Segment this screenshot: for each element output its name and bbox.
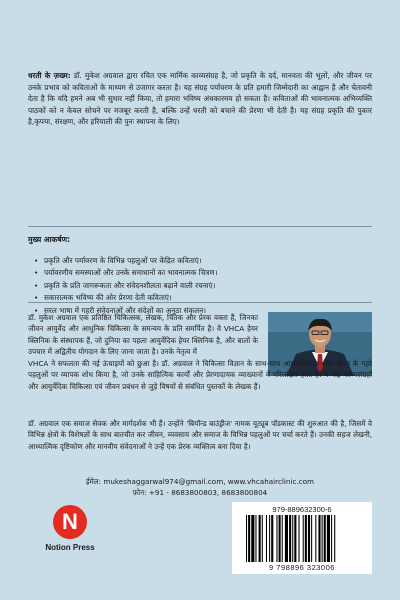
barcode-digits: 9 798896 323006 xyxy=(269,563,335,572)
divider xyxy=(28,226,372,227)
author-bio-part2: VHCA ने सफलता की नई ऊंचाइयों को छुआ है। डॉ. अग्रवाल ने चिकित्सा विज्ञान के साथ-साथ आध्यात्मिकता और जीवन के गहरे पहलुओं पर व्यापक शोध किया है, जो उनके साहित्यिक कार्यों और प्रेरणादायक व्याख्यानों में परिलक्षित होता है। वे कई काव्यसंग्रहों और आयुर्वेदिक चिकित्सा एवं जीवन प्रबंधन से जुड़े विषयों से संबंधित पुस्तकों के लेखक हैं। xyxy=(28,359,372,391)
barcode-bar xyxy=(279,515,281,562)
intro-text: डॉ. मुकेश अग्रवाल द्वारा रचित एक मार्मिक काव्यसंग्रह है, जो प्रकृति के दर्द, मानवता की भूलों, और जीवन पर उनके प्रभाव को कविताओं के माध्यम से उजागर करता है। यह संग्रह पर्यावरण के प्रति हमारी जिम्मेदारी का आह्वान है और चेतावनी देता है कि यदि हमने अब भी सुधार नहीं किया, तो हमारा भविष्य अंधकारमय हो सकता है। कविताओं की भावनात्मक अभिव्यक्ति पाठकों को न केवल सोचने पर मजबूर करती है, बल्कि उन्हें धरती को बचाने की प्रेरणा भी देती है। यह संग्रह प्रकृति की पुकार है,कृपया, संरक्षण, और हरियाली की पुनः स्थापना के लिए। xyxy=(28,71,372,126)
contact-email-line: ईमेल: mukeshaggarwal974@gmail.com, www.vhcahairclinic.com xyxy=(85,477,315,486)
barcode-bar xyxy=(282,515,283,562)
barcode-bar xyxy=(303,515,304,562)
barcode-bar xyxy=(305,515,307,562)
contact-block xyxy=(28,476,372,499)
publisher-name: Notion Press xyxy=(45,543,95,552)
barcode-bar xyxy=(308,515,310,562)
contact-phone-line: फ़ोन: +91 - 8683800803, 8683800804 xyxy=(132,488,268,498)
barcode-bar xyxy=(259,515,261,562)
isbn-number: 979-889632300-6 xyxy=(272,505,332,514)
book-title-label: धरती के ज़ख्म: xyxy=(28,71,71,80)
barcode-bar xyxy=(334,515,335,562)
barcode-bar xyxy=(255,515,256,562)
barcode-bar xyxy=(327,515,330,562)
barcode-bar xyxy=(324,515,326,562)
barcode-bar xyxy=(331,515,332,562)
barcode-bar xyxy=(248,515,250,562)
barcode-bar xyxy=(285,515,288,562)
publisher-logo-mark xyxy=(53,505,87,539)
barcode-bar xyxy=(271,515,273,562)
author-bio-part1: डॉ. मुकेश अग्रवाल एक प्रतिष्ठित चिकित्सक, लेखक, चिंतक और प्रेरक वक्ता हैं, जिनका जीवन आयुर्वेद और आधुनिक चिकित्सा के समन्वय के प्रति समर्पित है। वे VHCA हेयर क्लिनिक के संस्थापक हैं, जो दुनिया का पहला आयुर्वेदिक हेयर क्लिनिक है, और बालों के उपचार में अद्वितीय योगदान के लिए जाना जाता है। उनके नेतृत्व में xyxy=(28,313,258,356)
barcode-bar xyxy=(246,515,247,562)
barcode-bar xyxy=(251,515,254,562)
barcode-bar xyxy=(294,515,296,562)
barcode-bar xyxy=(276,515,277,562)
divider xyxy=(28,302,372,303)
barcode-bar xyxy=(315,515,316,562)
barcode-bar xyxy=(266,515,267,562)
features-list xyxy=(34,255,370,317)
barcode-bar xyxy=(299,515,300,562)
feature-item: • सकारात्मक भविष्य की ओर प्रेरणा देती कविताएं। xyxy=(34,292,370,304)
feature-item: • प्रकृति के प्रति जागरूकता और संवेदनशीलता बढ़ाने वाली रचनाएं। xyxy=(34,280,370,292)
barcode-bar xyxy=(322,515,323,562)
intro-paragraph xyxy=(28,70,372,128)
barcode-bar xyxy=(262,515,263,562)
barcode-bar xyxy=(318,515,320,562)
isbn-barcode xyxy=(232,502,372,574)
barcode-bar xyxy=(289,515,291,562)
features-heading: मुख्य आकर्षण: xyxy=(28,235,71,244)
publisher-logo-letter: N xyxy=(62,509,78,534)
author-bio-part3: डॉ. अग्रवाल एक समाज सेवक और मार्गदर्शक भी हैं। उन्होंने 'बियॉन्ड बाउंड्रीज' नामक यूट्यूब पॉडकास्ट की शुरुआत की है, जिसमें वे विभिन्न क्षेत्रों के विशेषज्ञों के साथ बातचीत कर जीवन, व्यवसाय और समाज के विभिन्न पहलुओं पर चर्चा करते हैं। उनकी सहज लेखनी, आध्यात्मिक दृष्टिकोण और मानवीय संवेदनाओं ने उन्हें एक प्रेरक व्यक्तित्व बना दिया है। xyxy=(28,419,372,451)
feature-item: • प्रकृति और पर्यावरण के विभिन्न पहलुओं पर केंद्रित कविताएं। xyxy=(34,255,370,267)
publisher-logo xyxy=(40,505,100,552)
feature-item: • सरल भाषा में गहरी संवेदनाओं और संदेशों का अनूठा संकलन। xyxy=(34,305,370,317)
barcode-bar xyxy=(311,515,312,562)
feature-item: • पर्यावरणीय समस्याओं और उनके समाधानों का भावनात्मक चित्रण। xyxy=(34,267,370,279)
barcode-bar xyxy=(292,515,293,562)
barcode-bar xyxy=(269,515,270,562)
